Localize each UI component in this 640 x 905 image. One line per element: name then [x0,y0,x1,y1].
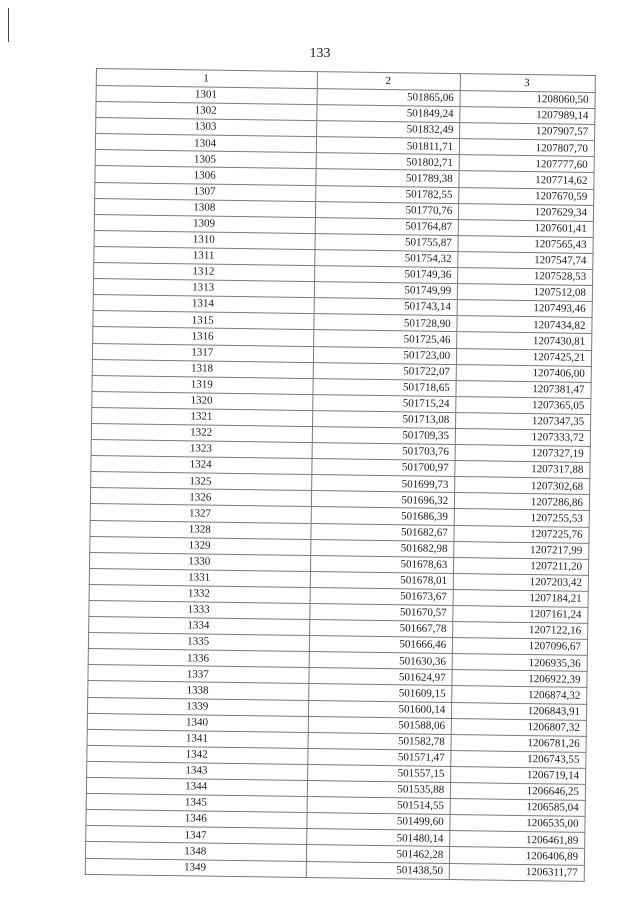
point-number-cell: 1333 [89,600,311,619]
y-coordinate-cell: 1206646,25 [451,783,586,801]
x-coordinate-cell: 501630,36 [310,652,453,670]
x-coordinate-cell: 501755,87 [315,233,458,251]
column-header: 2 [318,72,461,91]
x-coordinate-cell: 501666,46 [310,636,453,654]
point-number-cell: 1332 [89,584,311,603]
y-coordinate-cell: 1207434,82 [457,316,592,334]
y-coordinate-cell: 1207211,20 [454,557,589,575]
point-number-cell: 1305 [95,150,317,169]
point-number-cell: 1338 [88,681,310,700]
y-coordinate-cell: 1206406,89 [450,847,585,865]
coordinates-table-wrapper [85,68,596,881]
point-number-cell: 1330 [90,552,312,571]
point-number-cell: 1341 [87,729,309,748]
point-number-cell: 1322 [91,423,313,442]
point-number-cell: 1337 [88,665,310,684]
point-number-cell: 1343 [87,761,309,780]
x-coordinate-cell: 501480,14 [307,829,450,847]
y-coordinate-cell: 1207381,47 [456,380,591,398]
y-coordinate-cell: 1207096,67 [453,638,588,656]
point-number-cell: 1315 [93,311,315,330]
point-number-cell: 1301 [96,86,318,105]
x-coordinate-cell: 501499,60 [307,813,450,831]
x-coordinate-cell: 501609,15 [309,684,452,702]
x-coordinate-cell: 501571,47 [308,748,451,766]
y-coordinate-cell: 1207184,21 [453,589,588,607]
x-coordinate-cell: 501754,32 [315,250,458,268]
y-coordinate-cell: 1207528,53 [458,268,593,286]
y-coordinate-cell: 1206874,32 [452,686,587,704]
x-coordinate-cell: 501802,71 [317,153,460,171]
x-coordinate-cell: 501682,98 [311,539,454,557]
y-coordinate-cell: 1207807,70 [460,139,595,157]
point-number-cell: 1319 [92,375,314,394]
point-number-cell: 1328 [90,520,312,539]
point-number-cell: 1303 [96,118,318,137]
point-number-cell: 1347 [86,826,308,845]
x-coordinate-cell: 501718,65 [313,378,456,396]
y-coordinate-cell: 1207777,60 [459,155,594,173]
point-number-cell: 1313 [93,279,315,298]
y-coordinate-cell: 1207333,72 [455,429,590,447]
x-coordinate-cell: 501723,00 [314,346,457,364]
x-coordinate-cell: 501743,14 [315,298,458,316]
y-coordinate-cell: 1206935,36 [452,654,587,672]
x-coordinate-cell: 501514,55 [308,797,451,815]
column-header: 1 [96,69,318,89]
y-coordinate-cell: 1207255,53 [454,509,589,527]
x-coordinate-cell: 501709,35 [313,427,456,445]
point-number-cell: 1335 [88,633,310,652]
point-number-cell: 1327 [90,504,312,523]
x-coordinate-cell: 501699,73 [312,475,455,493]
point-number-cell: 1345 [86,794,308,813]
y-coordinate-cell: 1206743,55 [451,750,586,768]
point-number-cell: 1336 [88,649,310,668]
x-coordinate-cell: 501865,06 [317,89,460,107]
y-coordinate-cell: 1207327,19 [455,445,590,463]
point-number-cell: 1326 [90,488,312,507]
y-coordinate-cell: 1206781,26 [451,734,586,752]
y-coordinate-cell: 1207601,41 [458,219,593,237]
x-coordinate-cell: 501811,71 [317,137,460,155]
y-coordinate-cell: 1207317,88 [455,461,590,479]
point-number-cell: 1311 [94,246,316,265]
x-coordinate-cell: 501667,78 [310,620,453,638]
point-number-cell: 1342 [87,745,309,764]
point-number-cell: 1323 [91,440,313,459]
y-coordinate-cell: 1207907,57 [460,123,595,141]
x-coordinate-cell: 501678,63 [311,555,454,573]
x-coordinate-cell: 501849,24 [317,105,460,123]
point-number-cell: 1314 [93,295,315,314]
point-number-cell: 1321 [92,407,314,426]
y-coordinate-cell: 1207365,05 [456,396,591,414]
point-number-cell: 1331 [89,568,311,587]
y-coordinate-cell: 1206719,14 [451,766,586,784]
page-number: 133 [309,46,331,61]
y-coordinate-cell: 1207161,24 [453,606,588,624]
point-number-cell: 1312 [94,263,316,282]
x-coordinate-cell: 501535,88 [308,781,451,799]
y-coordinate-cell: 1206585,04 [450,799,585,817]
point-number-cell: 1324 [91,456,313,475]
x-coordinate-cell: 501713,08 [313,410,456,428]
x-coordinate-cell: 501582,78 [308,732,451,750]
x-coordinate-cell: 501588,06 [309,716,452,734]
x-coordinate-cell: 501673,67 [310,587,453,605]
y-coordinate-cell: 1206807,32 [451,718,586,736]
y-coordinate-cell: 1207122,16 [453,622,588,640]
x-coordinate-cell: 501782,55 [316,185,459,203]
y-coordinate-cell: 1207547,74 [458,252,593,270]
y-coordinate-cell: 1207286,86 [455,493,590,511]
y-coordinate-cell: 1207203,42 [453,573,588,591]
y-coordinate-cell: 1206311,77 [449,863,584,881]
y-coordinate-cell: 1206535,00 [450,815,585,833]
point-number-cell: 1346 [86,810,308,829]
point-number-cell: 1348 [85,842,307,861]
point-number-cell: 1339 [87,697,309,716]
y-coordinate-cell: 1207347,35 [456,412,591,430]
x-coordinate-cell: 501715,24 [313,394,456,412]
y-coordinate-cell: 1206922,39 [452,670,587,688]
x-coordinate-cell: 501749,36 [315,266,458,284]
x-coordinate-cell: 501770,76 [316,201,459,219]
point-number-cell: 1344 [86,777,308,796]
y-coordinate-cell: 1207302,68 [455,477,590,495]
y-coordinate-cell: 1207225,76 [454,525,589,543]
x-coordinate-cell: 501703,76 [313,443,456,461]
x-coordinate-cell: 501557,15 [308,764,451,782]
y-coordinate-cell: 1207629,34 [459,203,594,221]
y-coordinate-cell: 1207670,59 [459,187,594,205]
scan-edge-mark [8,8,9,42]
x-coordinate-cell: 501438,50 [307,861,450,879]
point-number-cell: 1309 [94,214,316,233]
y-coordinate-cell: 1207430,81 [457,332,592,350]
point-number-cell: 1304 [95,134,317,153]
x-coordinate-cell: 501749,99 [315,282,458,300]
point-number-cell: 1306 [95,166,317,185]
y-coordinate-cell: 1208060,50 [460,91,595,109]
x-coordinate-cell: 501700,97 [312,459,455,477]
y-coordinate-cell: 1207512,08 [458,284,593,302]
y-coordinate-cell: 1206461,89 [450,831,585,849]
x-coordinate-cell: 501722,07 [314,362,457,380]
point-number-cell: 1320 [92,391,314,410]
point-number-cell: 1316 [93,327,315,346]
point-number-cell: 1302 [96,102,318,121]
x-coordinate-cell: 501764,87 [316,217,459,235]
x-coordinate-cell: 501832,49 [317,121,460,139]
x-coordinate-cell: 501624,97 [309,668,452,686]
y-coordinate-cell: 1207714,62 [459,171,594,189]
y-coordinate-cell: 1207217,99 [454,541,589,559]
x-coordinate-cell: 501789,38 [316,169,459,187]
y-coordinate-cell: 1206843,91 [452,702,587,720]
point-number-cell: 1334 [89,617,311,636]
x-coordinate-cell: 501725,46 [314,330,457,348]
point-number-cell: 1310 [94,230,316,249]
point-number-cell: 1329 [90,536,312,555]
x-coordinate-cell: 501728,90 [314,314,457,332]
y-coordinate-cell: 1207425,21 [457,348,592,366]
point-number-cell: 1307 [95,182,317,201]
point-number-cell: 1349 [85,858,307,877]
point-number-cell: 1318 [92,359,314,378]
point-number-cell: 1340 [87,713,309,732]
x-coordinate-cell: 501600,14 [309,700,452,718]
column-header: 3 [460,74,595,93]
y-coordinate-cell: 1207989,14 [460,107,595,125]
coordinates-table [85,68,596,881]
x-coordinate-cell: 501670,57 [310,604,453,622]
y-coordinate-cell: 1207565,43 [458,235,593,253]
x-coordinate-cell: 501678,01 [311,571,454,589]
point-number-cell: 1308 [94,198,316,217]
x-coordinate-cell: 501682,67 [311,523,454,541]
y-coordinate-cell: 1207406,00 [456,364,591,382]
x-coordinate-cell: 501462,28 [307,845,450,863]
x-coordinate-cell: 501686,39 [312,507,455,525]
point-number-cell: 1325 [91,472,313,491]
y-coordinate-cell: 1207493,46 [457,300,592,318]
x-coordinate-cell: 501696,32 [312,491,455,509]
point-number-cell: 1317 [92,343,314,362]
